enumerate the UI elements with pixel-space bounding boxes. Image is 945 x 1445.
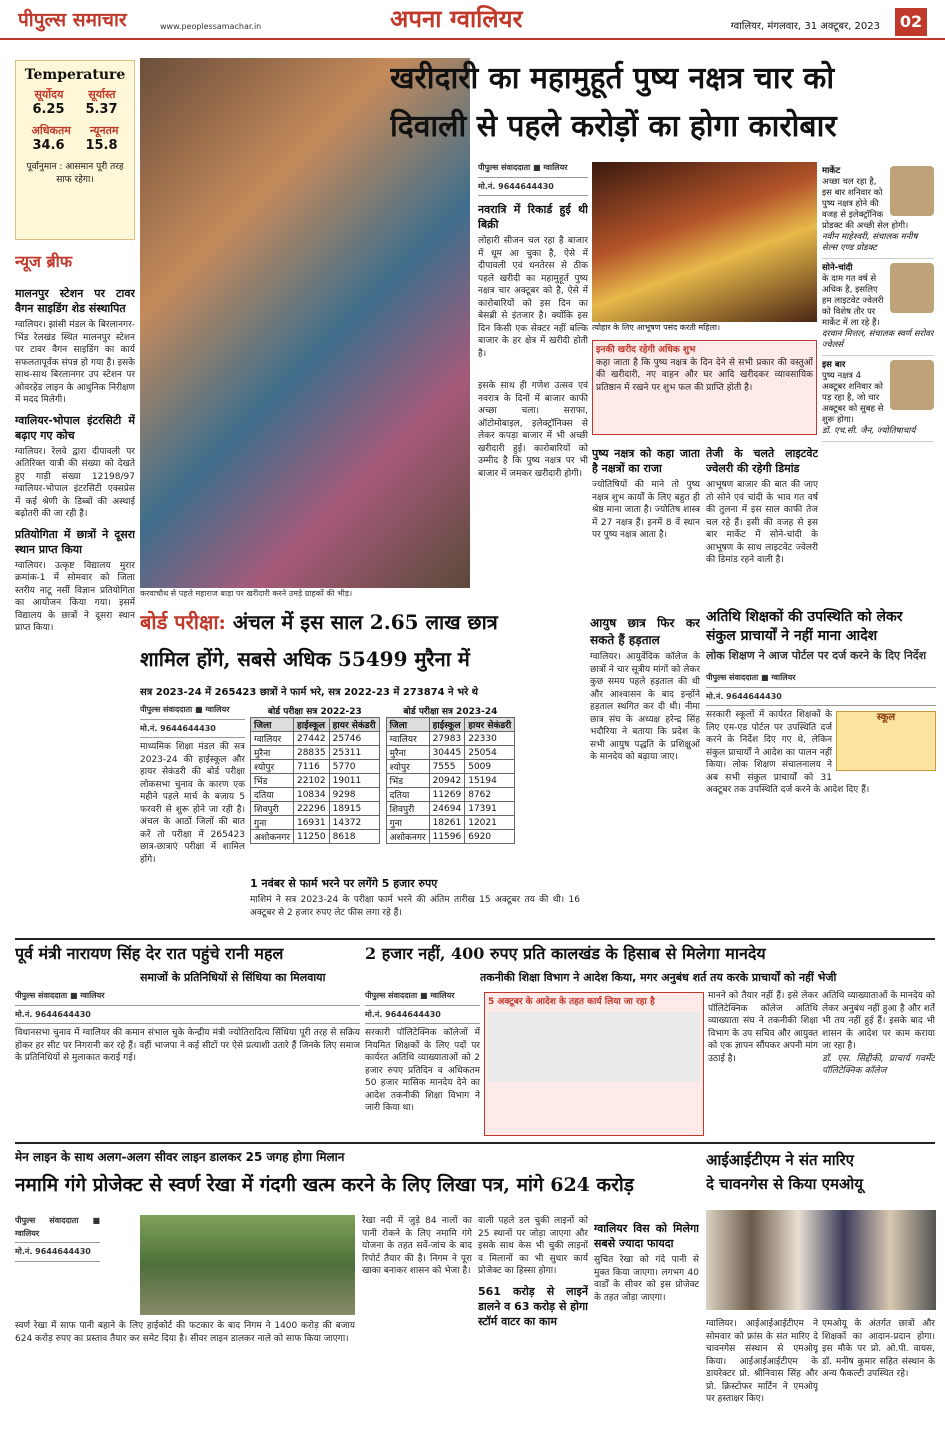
photo-caption: करवाचौथ से पहले महाराज बाड़ा पर खरीदारी करने उमड़े ग्राहकों की भीड़।	[140, 589, 353, 598]
polytech-quote	[822, 990, 935, 1138]
iiitm-headline-2: दे चावनगेस से किया एमओयू	[706, 1175, 863, 1193]
expert-label: इस बार	[822, 360, 846, 370]
lead-subhead: तेजी के चलते लाइटवेट ज्वेलरी की रहेगी डिमांड	[706, 447, 818, 475]
table-cell: 14372	[329, 816, 379, 830]
brief-headline: ग्वालियर-भोपाल इंटरसिटी में बढ़ाए गए कोच	[15, 413, 135, 442]
table-cell: दतिया	[251, 788, 294, 802]
max-label: अधिकतम	[31, 124, 71, 137]
order-document-image	[488, 1012, 700, 1082]
table-header-cell: जिला	[251, 718, 294, 732]
board-subhead: 1 नवंबर से फार्म भरने पर लगेंगे 5 हजार रुपए	[250, 877, 438, 890]
table-row	[386, 788, 515, 802]
table-cell: 17391	[465, 802, 515, 816]
board-headline-text: अंचल में इस साल 2.65 लाख छात्र	[232, 610, 498, 634]
ganga-column-4	[594, 1215, 699, 1435]
notice-title: 5 अक्टूबर के आदेश के तहत कार्य लिया जा रहा है	[488, 997, 655, 1007]
guest-headline	[706, 608, 936, 668]
table-cell: 6920	[465, 830, 515, 844]
mobile-number: मो.नं. 9644644430	[140, 723, 245, 739]
table-row	[386, 830, 515, 844]
sunrise-value: 6.25	[32, 102, 65, 117]
mou-signing-photo	[706, 1210, 936, 1310]
brief-headline: मालनपुर स्टेशन पर टावर वैगन साइडिंग शेड संस्थापित	[15, 287, 135, 315]
table-row	[386, 774, 515, 788]
table-cell: 11269	[429, 788, 465, 802]
table-row	[386, 760, 515, 774]
table-cell: गुना	[386, 816, 429, 830]
section-title: अपना ग्वालियर	[390, 4, 523, 33]
board-table-2023	[386, 717, 516, 844]
expert-card	[822, 162, 934, 259]
lead-column-4	[706, 440, 818, 590]
table-cell: 25746	[329, 732, 379, 746]
quote-text: अतिथि व्याख्याताओं के मानदेय को लेकर अनुबंध नहीं हुआ है और शर्तें भी तय नहीं हुई हैं। इसके बाद भी शासन के आदेश पर काम कराया जा रहा है।	[822, 991, 935, 1051]
guest-body: सरकारी स्कूलों में कार्यरत शिक्षकों के लिए एम-एड पोर्टल पर उपस्थिति दर्ज करने के निर्देश दिए गए थे, लेकिन संकुल प्राचार्यों ने आदेश का पालन नहीं किया। लोक शिक्षण संचालनालय ने अब सभी संकुल प्राचार्यों को 31 अक्टूबर तक उपस्थिति दर्ज करने के आदेश दिए हैं।	[706, 710, 870, 795]
table-cell: 27983	[429, 732, 465, 746]
ganga-byline-box	[15, 1215, 100, 1275]
quote-name: डॉ. एस. सिद्दीकी, प्राचार्य गवर्मेंट पॉलिटेक्निक कॉलेज	[822, 1053, 935, 1076]
table-cell: 7555	[429, 760, 465, 774]
expert-avatar	[890, 360, 934, 410]
table-header-cell: जिला	[386, 718, 429, 732]
table-row	[251, 774, 380, 788]
table-cell: ग्वालियर	[386, 732, 429, 746]
expert-avatar	[890, 166, 934, 216]
table-row	[251, 732, 380, 746]
table-cell: 22102	[293, 774, 329, 788]
table-cell: भिंड	[251, 774, 294, 788]
ganga-body: वाली पहले डल चुकी लाइनों को 25 स्थानों पर जोड़ा जाएगा और इसके साथ केस भी चुकी लाइनों व मिलानों का भी सुधार कार्य प्रोजेक्ट का हिस्सा होगा।	[478, 1216, 588, 1276]
iiitm-body: ग्वालियर। आईआईआईटीएम ने सोमवार को फ्रांस के संत मारिए दे चावनगेस संस्थान से एमओयू किया। आईआईआईटीएम के डायरेक्टर प्रो. श्रीनिवास सिंह और प्रो. क्रिस्टोफर मार्टिन ने एमओयू पर हस्ताक्षर किए।	[706, 1319, 818, 1404]
table-cell: 25311	[329, 746, 379, 760]
table-row	[251, 816, 380, 830]
mobile-number: मो.नं. 9644644430	[365, 1009, 480, 1025]
polytech-body: सरकारी पॉलिटेक्निक कॉलेजों में नियमित शिक्षकों के लिए पदों पर कार्यरत अतिथि व्याख्याताओं को 2 हजार रुपए प्रतिदिन व अधिकतम 50 हजार मासिक मानदेय देने का आदेश तकनीकी शिक्षा विभाग ने जारी किया था।	[365, 1028, 480, 1113]
table-cell: 5009	[465, 760, 515, 774]
board-body-column	[140, 704, 245, 934]
table-cell: 28835	[293, 746, 329, 760]
divider	[15, 1142, 935, 1144]
table-cell: 12021	[465, 816, 515, 830]
board-table-2022	[250, 717, 380, 844]
board-deck: सत्र 2023-24 में 265423 छात्रों ने फार्म भरे, सत्र 2022-23 में 273874 ने भरे थे	[140, 687, 479, 698]
expert-label: सोने-चांदी	[822, 263, 853, 273]
guest-headline-2: संकुल प्राचार्यों ने नहीं माना आदेश	[706, 628, 878, 644]
table-cell: 20942	[429, 774, 465, 788]
table-cell: शिवपुरी	[386, 802, 429, 816]
table-cell: 16931	[293, 816, 329, 830]
page-number: 02	[895, 8, 927, 36]
sunrise-label: सूर्योदय	[34, 88, 64, 101]
iiitm-column-1	[706, 1318, 818, 1435]
ganga-body: स्वर्ण रेखा में साफ पानी बहाने के लिए हाईकोर्ट की फटकार के बाद निगम ने 1400 करोड़ की बजाय 624 करोड़ रुपए का प्रस्ताव तैयार कर समेट दिया है। सीवर लाइन डालकर नाले को साफ किया जाएगा।	[15, 1321, 355, 1344]
byline: पीपुल्स संवाददाता ■ ग्वालियर	[15, 990, 360, 1006]
table-cell: 15194	[465, 774, 515, 788]
ayush-story	[590, 608, 700, 934]
minister-body	[15, 990, 360, 1138]
temperature-title: Temperature	[24, 67, 126, 83]
table-cell: गुना	[251, 816, 294, 830]
table-cell: 5770	[329, 760, 379, 774]
mobile-number: मो.नं. 9644644430	[706, 691, 936, 707]
guest-body-column	[706, 672, 936, 934]
table-cell: मुरैना	[251, 746, 294, 760]
expert-label: मार्केट	[822, 166, 841, 176]
lead-body: लोहारी सीजन चल रहा है बाजार में धूम आ चुका है, ऐसे में दीपावली एवं धनतेरस से ठीक पहले खरीदी का महामुहूर्त पुष्य नक्षत्र चार अक्टूबर को है, ऐसे में कारोबारियों को इस दिन का बेसब्री से इंतजार है। क्योंकि इस दिन किसी एक सेक्टर नहीं बल्कि बाजार के हर क्षेत्र में खरीदी होती है।	[478, 236, 588, 359]
ganga-body: सुचित रेखा को गंदे पानी से मुक्त किया जाएगा। लगभग 40 वार्डों के सीवर को इस प्रोजेक्ट के तहत जोड़ा जाएगा।	[594, 1255, 699, 1303]
board-body: माध्यमिक शिक्षा मंडल की सत्र 2023-24 की हाईस्कूल और हायर सेकंडरी की बोर्ड परीक्षा लोकसभा चुनाव के कारण एक महीने पहले मार्च के बजाय 5 फरवरी से शुरू होने जा रही है। अंचल के आठों जिलों की बात करें तो परीक्षा में 265423 छात्र-छात्राएं परीक्षा में शामिल होंगे।	[140, 742, 245, 865]
byline: पीपुल्स संवाददाता ■ ग्वालियर	[140, 704, 245, 720]
school-illustration	[836, 711, 936, 771]
brief-body: ग्वालियर। उत्कृष्ट विद्यालय मुरार क्रमांक-1 में सोमवार को जिला स्तरीय नाटू नर्सी विज्ञान प्रतियोगिता का आयोजन किया गया। इसमें विद्यालय के छात्रों ने दूसरा स्थान प्राप्त किया।	[15, 560, 135, 633]
table-cell: 18915	[329, 802, 379, 816]
mobile-number: मो.नं. 9644644430	[15, 1009, 360, 1025]
board-label: बोर्ड परीक्षा:	[140, 610, 226, 634]
table-header-cell: हाईस्कूल	[429, 718, 465, 732]
guest-deck: लोक शिक्षण ने आज पोर्टल पर दर्ज करने के दिए निर्देश	[706, 649, 927, 662]
expert-sidebar	[822, 162, 934, 602]
table-header-row	[251, 718, 380, 732]
table-cell: 7116	[293, 760, 329, 774]
table2-title: बोर्ड परीक्षा सत्र 2023-24	[403, 707, 498, 717]
table-cell: 22330	[465, 732, 515, 746]
box-subhead: इनकी खरीद रहेगी अधिक शुभ	[596, 345, 696, 355]
river-photo	[140, 1215, 355, 1315]
table-header-cell: हायर सेकंडरी	[465, 718, 515, 732]
polytech-notice-box	[484, 992, 704, 1136]
table-cell: 22296	[293, 802, 329, 816]
ganga-body: रेखा नदी में जुड़े 84 नालों का पानी रोकने के लिए नमामि गंगे योजना के तहत सर्वे-जांच के बाद रिपोर्ट तैयार की है। निगम ने पूरा खाका बनाकर शासन को भेजा है।	[362, 1216, 472, 1276]
brief-body: ग्वालियर। झांसी मंडल के बिरलानगर-भिंड रेलखंड स्थित मालनपुर स्टेशन पर टावर वैगन साइडिंग का कार्य सफलतापूर्वक संपन्न हो गया है। इसके साथ-साथ बिरलानगर उप स्टेशन पर ओवरहेड लाइन के आधुनिक निरीक्षण में मदद मिलेगी।	[15, 320, 135, 405]
table-cell: 24694	[429, 802, 465, 816]
byline: पीपुल्स संवाददाता ■ ग्वालियर	[478, 162, 588, 178]
lead-headline-2: दिवाली से पहले करोड़ों का होगा कारोबार	[390, 109, 837, 144]
forecast: पूर्वानुमान : आसमान पूरी तरह साफ रहेगा।	[26, 162, 124, 185]
table-cell: 10834	[293, 788, 329, 802]
polytech-column-2	[708, 990, 818, 1138]
lead-subhead: पुष्य नक्षत्र को कहा जाता है नक्षत्रों का राजा	[592, 447, 700, 475]
table-row	[386, 802, 515, 816]
expert-card	[822, 259, 934, 356]
board-headline-2: शामिल होंगे, सबसे अधिक 55499 मुरैना में	[140, 647, 470, 671]
expert-card	[822, 356, 934, 442]
iiitm-headline	[706, 1148, 936, 1204]
ganga-column-2	[362, 1215, 472, 1435]
expert-name: नवीन माहेश्वरी, संचालक मनीष सेल्स एण्ड प्रोडक्ट	[822, 232, 918, 253]
table-cell: 27442	[293, 732, 329, 746]
expert-avatar	[890, 263, 934, 313]
photo2-caption: त्योहार के लिए आभूषण पसंद करती महिला।	[592, 323, 721, 332]
board-body2: माशिमं ने सत्र 2023-24 के परीक्षा फार्म भरने की अंतिम तारीख 15 अक्टूबर तय की थी। 16 अक्टूबर से 2 हजार रुपए लेट फीस लगा रहे हैं।	[250, 895, 580, 918]
auspicious-box	[592, 340, 817, 435]
min-value: 15.8	[85, 138, 118, 153]
lead-column-2	[478, 380, 588, 580]
lead-column-3	[592, 440, 700, 590]
board-tables	[250, 704, 580, 864]
ganga-column-1	[15, 1320, 355, 1435]
table-row	[386, 746, 515, 760]
brief-headline: प्रतियोगिता में छात्रों ने दूसरा स्थान प्राप्त किया	[15, 527, 135, 556]
lead-subhead: नवरात्रि में रिकार्ड हुई थी बिक्री	[478, 203, 588, 231]
byline: पीपुल्स संवाददाता ■ ग्वालियर	[706, 672, 936, 688]
ganga-column-3	[478, 1215, 588, 1435]
divider	[15, 938, 935, 940]
ayush-headline: आयुष छात्र फिर कर सकते हैं हड़ताल	[590, 616, 700, 647]
table-cell: 8762	[465, 788, 515, 802]
iiitm-body: एमओयू के अंतर्गत छात्रों और शिक्षकों का आदान-प्रदान होगा। इस मौके पर प्रो. ओ.पी. वायस, डॉ. मनीष कुमार सहित संस्थान के अन्य फैकल्टी उपस्थित रहे।	[822, 1319, 935, 1379]
school-label: स्कूल	[876, 712, 896, 723]
table-cell: 11596	[429, 830, 465, 844]
sunset-value: 5.37	[85, 102, 118, 117]
table-cell: 8618	[329, 830, 379, 844]
website-url: www.peoplessamachar.in	[160, 22, 262, 31]
table-cell: 11250	[293, 830, 329, 844]
polytech-headline: 2 हजार नहीं, 400 रुपए प्रति कालखंड के हिसाब से मिलेगा मानदेय	[365, 944, 766, 963]
table-cell: 9298	[329, 788, 379, 802]
guest-headline-1: अतिथि शिक्षकों की उपस्थिति को लेकर	[706, 609, 903, 625]
table-row	[251, 760, 380, 774]
newspaper-logo: पीपुल्स समाचार	[18, 9, 127, 31]
table-cell: 30445	[429, 746, 465, 760]
expert-quote: के दाम गत वर्ष से अधिक है, इसलिए हम लाइटवेट ज्वेलरी को विशेष तौर पर मार्केट में ला रहे हैं।	[822, 274, 884, 328]
mobile-number: मो.नं. 9644644430	[478, 181, 588, 197]
table-cell: ग्वालियर	[251, 732, 294, 746]
ganga-headline: नमामि गंगे प्रोजेक्ट से स्वर्ण रेखा में गंदगी खत्म करने के लिए लिखा पत्र, मांगे 624 करोड़	[15, 1174, 634, 1196]
temperature-box	[15, 60, 135, 240]
expert-name: दरवान मित्तल, संचालक स्वर्ण सरोवर ज्वेलर्स	[822, 329, 934, 350]
expert-quote: पुष्य नक्षत्र 4 अक्टूबर शनिवार को पड़ रहा है, जो चार अक्टूबर को सुबह से शुरू होगा।	[822, 371, 884, 425]
dateline: ग्वालियर, मंगलवार, 31 अक्टूबर, 2023	[730, 21, 880, 32]
iiitm-column-2	[822, 1318, 935, 1435]
table-row	[251, 746, 380, 760]
min-label: न्यूनतम	[89, 124, 119, 137]
table1-title: बोर्ड परीक्षा सत्र 2022-23	[267, 707, 362, 717]
expert-quote: अच्छा चल रहा है, इस बार शनिवार को पुष्य नक्षत्र होने की वजह से इलेक्ट्रॉनिक प्रोडक्ट की अच्छी सेल होगी।	[822, 177, 909, 231]
table-row	[386, 732, 515, 746]
brief-body: ग्वालियर। रेलवे द्वारा दीपावली पर अतिरिक्त यात्री की संख्या को देखते हुए गाड़ी संख्या 12198/97 ग्वालियर-भोपाल इंटरसिटी एक्सप्रेस में कई श्रेणी के डिब्बों की अस्थाई बढ़ोतरी की जा रही है।	[15, 446, 135, 519]
ganga-kicker: मेन लाइन के साथ अलग-अलग सीवर लाइन डालकर 25 जगह होगा मिलान	[15, 1150, 345, 1164]
mobile-number: मो.नं. 9644644430	[15, 1246, 100, 1262]
table-cell: अशोकनगर	[386, 830, 429, 844]
ganga-subhead: 561 करोड़ से लाइनें डालने व 63 करोड़ से होगा स्टॉर्म वाटर का काम	[478, 1284, 588, 1328]
minister-deck: समाजों के प्रतिनिधियों से सिंधिया का मिलवाया	[140, 971, 326, 984]
byline: पीपुल्स संवाददाता ■ ग्वालियर	[365, 990, 480, 1006]
lead-body: ज्योतिषियों की माने तो पुष्य नक्षत्र शुभ कार्यों के लिए बहुत ही श्रेष्ठ माना जाता है। ज्योतिष शास्त्र में 27 नक्षत्र हैं। इनमें 8 वें स्थान पर पुष्य नक्षत्र आता है।	[592, 480, 700, 540]
ayush-body: ग्वालियर। आयुर्वेदिक कॉलेज के छात्रों ने चार सूत्रीय मांगों को लेकर कुछ समय पहले हड़ताल की थी और आश्वासन के बाद इन्होंने हड़ताल स्थगित कर दी थी। नीमा छात्र संघ के अध्यक्ष हरेन्द्र सिंह भदौरिया ने बताया कि प्रदेश के सभी आयुष पद्धति के प्रशिक्षुओं के मानदेय को बढ़ाया जाए।	[590, 652, 700, 762]
minister-headline: पूर्व मंत्री नारायण सिंह देर रात पहुंचे रानी महल	[15, 944, 284, 963]
table-header-cell: हाईस्कूल	[293, 718, 329, 732]
table-header-cell: हायर सेकंडरी	[329, 718, 379, 732]
byline: पीपुल्स संवाददाता ■ ग्वालियर	[15, 1215, 100, 1243]
box-body: कहा जाता है कि पुष्य नक्षत्र के दिन देने से सभी प्रकार की वस्तुओं की खरीदारी, नए वाहन और घर आदि खरीदकर व्यावसायिक प्रतिष्ठान में रखने पर शुभ फल की प्राप्ति होती है।	[596, 357, 813, 393]
table-row	[251, 802, 380, 816]
table-cell: मुरैना	[386, 746, 429, 760]
minister-text: विधानसभा चुनाव में ग्वालियर की कमान संभाल चुके केन्द्रीय मंत्री ज्योतिरादित्य सिंधिया पूरी तरह से सक्रिय होकर हर सीट पर निगरानी कर रहे हैं। वहीं भाजपा ने कई सीटों पर ऐसे प्रत्याशी उतारे हैं जिनके लिए समाज के प्रतिनिधियों से मुलाकात कराई गई।	[15, 1028, 360, 1063]
expert-name: डॉ. एच.सी. जैन, ज्योतिषाचार्य	[822, 426, 916, 436]
max-value: 34.6	[32, 138, 65, 153]
table-cell: दतिया	[386, 788, 429, 802]
table-cell: श्योपुर	[386, 760, 429, 774]
table-cell: 25054	[465, 746, 515, 760]
polytech-column-1	[365, 990, 480, 1138]
table-cell: अशोकनगर	[251, 830, 294, 844]
lead-body: इसके साथ ही गणेश उत्सव एवं नवरात्र के दिनों में बाजार काफी अच्छा चला। सराफा, ऑटोमोबाइल, इलेक्ट्रॉनिक्स से लेकर कपड़ा बाजार में भी अच्छी खरीदारी हुई। कारोबारियों को उम्मीद है कि पुष्य नक्षत्र पर भी बाजार में जमकर खरीदारी होगी।	[478, 381, 588, 479]
lead-body: आभूषण बाजार की बात की जाए तो सोने एवं चांदी के भाव गत वर्ष की तुलना में इस साल काफी तेज चल रहे हैं। इसी की वजह से इस बार मार्केट में सोने-चांदी के आभूषण के साथ लाइटवेट ज्वेलरी की डिमांड रहने वाली है।	[706, 480, 818, 565]
sunset-label: सूर्यास्त	[88, 88, 116, 101]
table-cell: श्योपुर	[251, 760, 294, 774]
table-cell: 18261	[429, 816, 465, 830]
iiitm-headline-1: आईआईटीएम ने संत मारिए	[706, 1151, 854, 1169]
news-brief-column	[15, 280, 135, 930]
table-header-row	[386, 718, 515, 732]
news-brief-title: न्यूज ब्रीफ	[15, 252, 73, 271]
polytech-deck: तकनीकी शिक्षा विभाग ने आदेश किया, मगर अनुबंध शर्त तय करके प्राचार्यों को नहीं भेजी	[480, 971, 837, 984]
table-cell: शिवपुरी	[251, 802, 294, 816]
ganga-subhead: ग्वालियर विस को मिलेगा सबसे ज्यादा फायदा	[594, 1222, 699, 1250]
table-cell: 19011	[329, 774, 379, 788]
polytech-body2: मानने को तैयार नहीं हैं। इसे लेकर पॉलिटेक्निक कॉलेज अतिथि व्याख्याता संघ ने तकनीकी शिक्षा विभाग के उप सचिव और आयुक्त को एक ज्ञापन सौंपकर अपनी मांग उठाई है।	[708, 991, 818, 1064]
table-row	[251, 830, 380, 844]
table-row	[386, 816, 515, 830]
board-late-fee	[250, 870, 580, 934]
lead-headline-1: खरीदारी का महामुहूर्त पुष्य नक्षत्र चार को	[390, 61, 835, 96]
table-cell: भिंड	[386, 774, 429, 788]
board-headline-1	[140, 608, 585, 644]
jewellery-photo	[592, 162, 817, 322]
table-row	[251, 788, 380, 802]
